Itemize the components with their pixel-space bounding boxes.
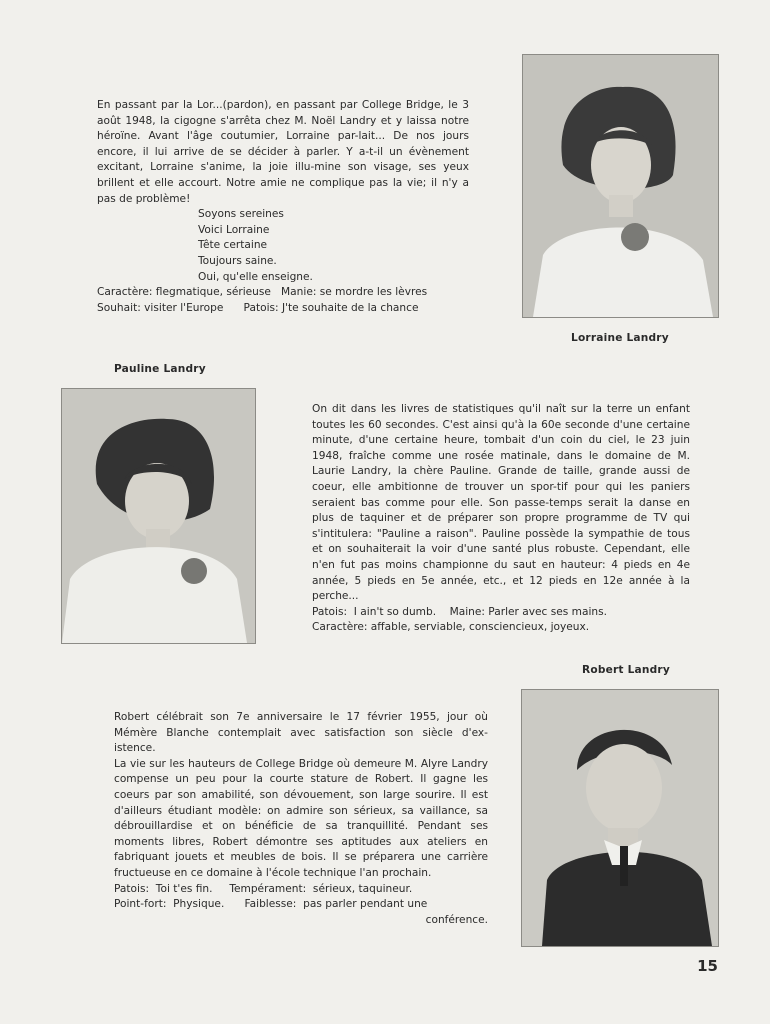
lorraine-photo xyxy=(522,54,719,318)
robert-photo xyxy=(521,689,719,947)
poem-line: Toujours saine. xyxy=(198,254,277,267)
lorraine-bio-block xyxy=(97,98,469,316)
robert-bio-1: Robert célébrait son 7e anniversaire le 17 février 1955, jour où Mémère Blanche contemplait avec satisfaction son siècle d'ex-istence. xyxy=(114,711,488,755)
pauline-photo xyxy=(61,388,256,644)
robert-trait-3: conférence. xyxy=(425,913,488,926)
lorraine-caption: Lorraine Landry xyxy=(571,332,669,344)
poem-line: Tête certaine xyxy=(198,239,268,252)
lorraine-trait-2: Souhait: visiter l'Europe Patois: J'te souhaite de la chance xyxy=(97,301,419,314)
robert-caption: Robert Landry xyxy=(582,664,670,676)
pauline-trait-1: Patois: I ain't so dumb. Maine: Parler avec ses mains. xyxy=(312,605,608,618)
poem-line: Oui, qu'elle enseigne. xyxy=(198,270,313,283)
page-number: 15 xyxy=(697,957,718,975)
robert-trait-2: Point-fort: Physique. Faiblesse: pas parler pendant une xyxy=(114,898,428,911)
pauline-bio-block xyxy=(312,402,690,636)
lorraine-poem xyxy=(97,207,469,285)
poem-line: Voici Lorraine xyxy=(198,223,270,236)
pauline-bio: On dit dans les livres de statistiques qu'il naît sur la terre un enfant toutes les 60 secondes. C'est ainsi qu'à la 60e seconde d'une certaine minute, d'une certaine heure, tombait d'un coin du ciel, le 23 juin 1948, fraîche comme une rosée matinale, dans le domaine de M. Laurie Landry, la chère Pauline. Grande de taille, grande aussi de coeur, elle ambitionne de trouver un spor-tif pour qui les paniers seraient bas comme pour elle. Son passe-temps serait la danse en plus de taquiner et de préparer son propre programme de TV qui s'intitulera: "Pauline a raison". Pauline possède la sympathie de tous et on souhaiterait la voir d'une santé plus robuste. Cependant, elle n'en fut pas moins championne du saut en hauteur: 4 pieds en 4e année, 5 pieds en 5e année, etc., et 12 pieds en 12e année à la perche... xyxy=(312,403,690,603)
poem-line: Soyons sereines xyxy=(198,208,284,221)
pauline-caption: Pauline Landry xyxy=(114,363,206,375)
lorraine-trait-1: Caractère: flegmatique, sérieuse Manie: se mordre les lèvres xyxy=(97,286,428,299)
lorraine-bio: En passant par la Lor...(pardon), en passant par College Bridge, le 3 août 1948, la cigogne s'arrêta chez M. Noël Landry et y laissa notre héroïne. Avant l'âge coutumier, Lorraine par-lait... De nos jours encore, il lui arrive de se décider à parler. Y a-t-il un évènement excitant, Lorraine s'anime, la joie illu-mine son visage, ses yeux brillent et elle accourt. Notre amie ne complique pas la vie; il n'y a pas de problème! xyxy=(97,99,469,205)
robert-trait-1: Patois: Toi t'es fin. Tempérament: sérieux, taquineur. xyxy=(114,882,413,895)
pauline-trait-2: Caractère: affable, serviable, consciencieux, joyeux. xyxy=(312,621,590,634)
robert-bio-2: La vie sur les hauteurs de College Bridge où demeure M. Alyre Landry compense un peu pour la courte stature de Robert. Il gagne les coeurs par son amabilité, son dévouement, son large sourire. Il est d'ailleurs étudiant modèle: on admire son sérieux, sa vaillance, sa débrouillardise et on bénéficie de sa tranquillité. Pendant ses moments libres, Robert démontre ses aptitudes aux ateliers en fabriquant jouets et meubles de bois. Il se préparera une carrière fructueuse en ce domaine à l'école technique l'an prochain. xyxy=(114,757,488,879)
robert-bio-block xyxy=(114,710,488,928)
